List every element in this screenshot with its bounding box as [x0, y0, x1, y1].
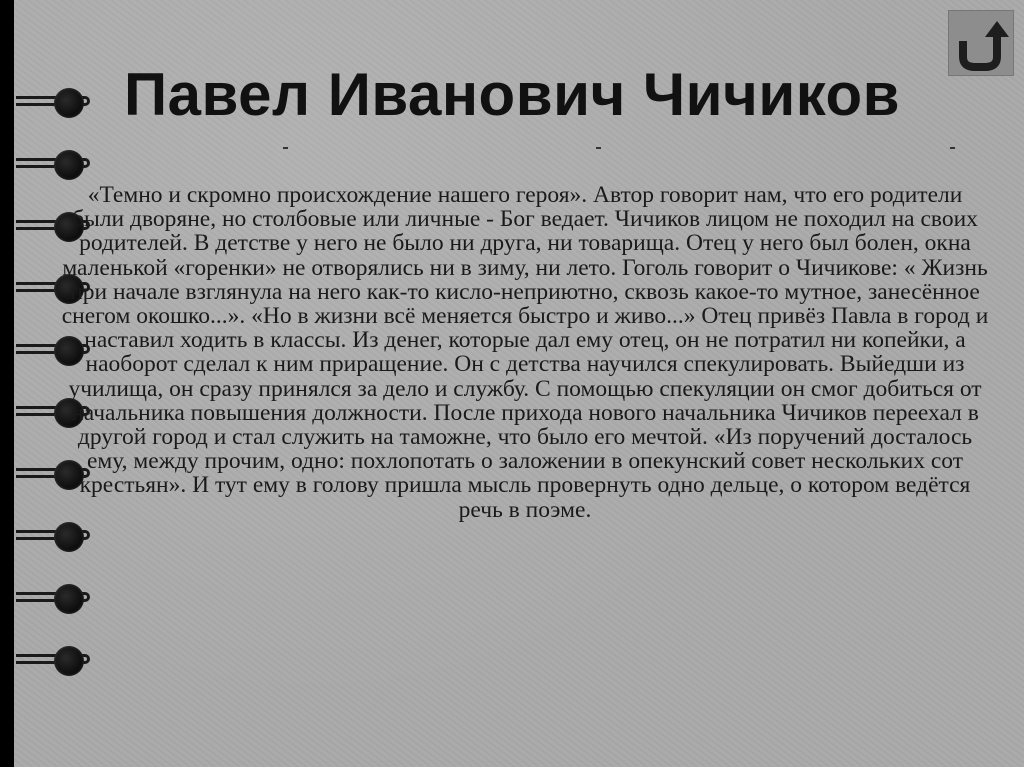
slide-title: Павел Иванович Чичиков [123, 61, 901, 128]
decorative-dot [596, 147, 601, 149]
decorative-dot [283, 147, 288, 149]
spiral-hole [54, 522, 84, 552]
spiral-hole [54, 150, 84, 180]
slide-paragraph: «Темно и скромно происхождение нашего героя». Автор говорит нам, что его родители были дворяне, но столбовые или личные - Бог ведает. Чичиков лицом не походил на своих родителей. В детстве у него не было ни друга, ни товарища. Отец у него был болен, окна маленькой «горенки» не отворялись ни в зиму, ни лето. Гоголь говорит о Чичикове: « Жизнь при начале взглянула на него как-то кисло-неприютно, сквозь какое-то мутное, занесённое снегом окошко...». «Но в жизни всё меняется быстро и живо...» Отец привёз Павла в город и наставил ходить в классы. Из денег, которые дал ему отец, он не потратил ни копейки, а наоборот сделал к ним приращение. Он с детства научился спекулировать. Выйедши из училища, он сразу принялся за дело и службу. С помощью спекуляции он смог добиться от начальника повышения должности. После прихода нового начальника Чичиков переехал в другой город и стал служить на таможне, что было его мечтой. «Из поручений досталось ему, между прочим, одно: похлопотать о заложении в опекунский совет нескольких сот крестьян». И тут ему в голову пришла мысль провернуть одно дельце, о котором ведётся речь в поэме. [61, 182, 989, 523]
spiral-hole [54, 646, 84, 676]
decorative-dot [950, 147, 955, 149]
spiral-hole [54, 584, 84, 614]
